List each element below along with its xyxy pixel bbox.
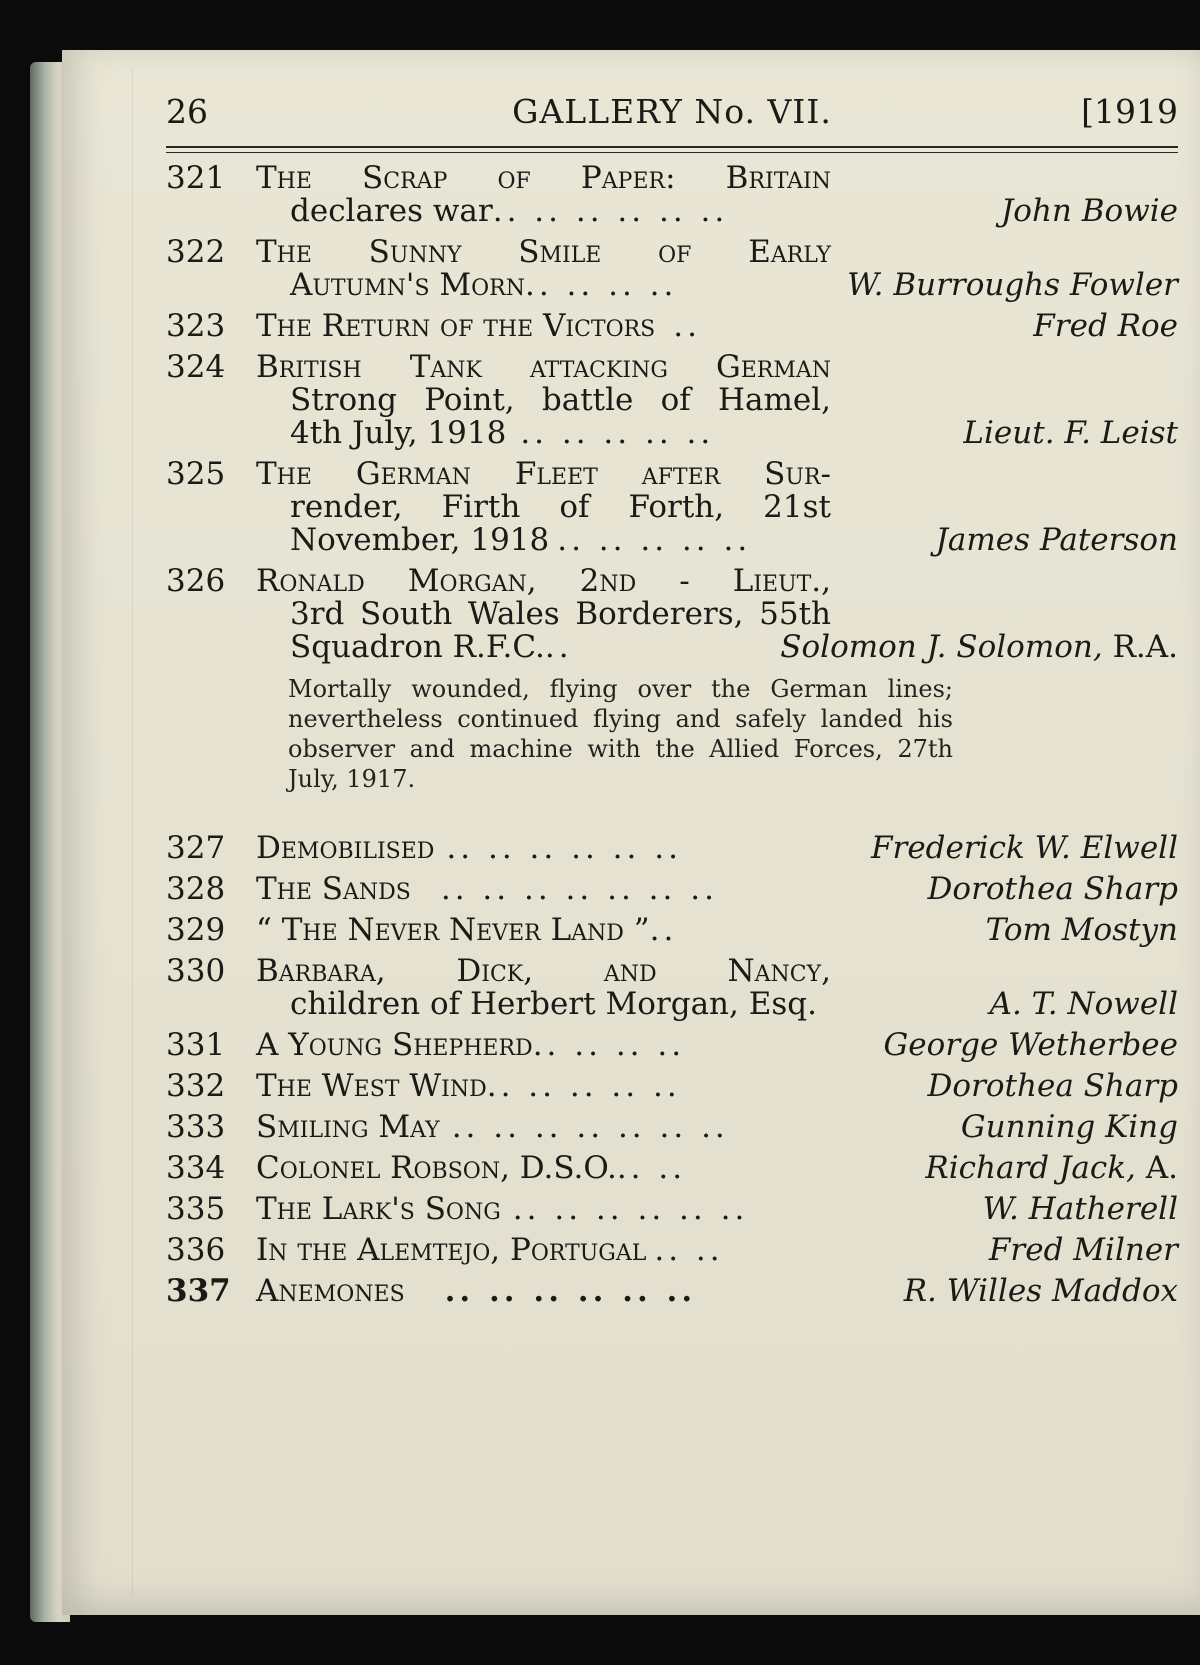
artist-name: George Wetherbee (883, 1027, 1178, 1063)
leader-dots: .. .. (654, 1234, 724, 1267)
leader-dots: .. (544, 631, 573, 664)
entry-number: 324 (166, 349, 226, 385)
entry-title-line: Strong Point, battle of Hamel, (290, 382, 831, 418)
entry-321 (166, 162, 1178, 228)
artist-name: Dorothea Sharp (927, 871, 1178, 907)
entry-title-line: 4th July, 1918 (290, 415, 507, 451)
entry-title-line: The Sands (256, 871, 411, 907)
entry-title-line: The Lark's Song (256, 1191, 501, 1227)
entry-title-line: 3rd South Wales Borderers, 55th (290, 596, 831, 632)
entry-title-line: “ The Never Never Land ” (256, 912, 650, 948)
entry-title-line: The Return of the Victors (256, 308, 656, 344)
leader-dots: .. .. .. .. (532, 1029, 686, 1062)
leader-dots: .. .. (616, 1152, 687, 1185)
entry-327 (166, 832, 1178, 865)
entry-title-line: Anemones (256, 1273, 405, 1309)
artist-name (925, 1152, 1178, 1185)
leader-dots: .. (649, 914, 678, 947)
entry-330 (166, 955, 1178, 1021)
entry-title-line: A Young Shepherd (256, 1027, 533, 1063)
artist-name: Tom Mostyn (985, 912, 1178, 948)
entry-331 (166, 1029, 1178, 1062)
entry-title-line: In the Alemtejo, Portugal (256, 1232, 647, 1268)
entry-title-line: Demobilised (256, 830, 435, 866)
entry-number: 332 (166, 1068, 226, 1104)
artist-name: W. Burroughs Fowler (847, 267, 1178, 303)
artist-name: Frederick W. Elwell (870, 830, 1178, 866)
artist-name: Lieut. F. Leist (963, 415, 1178, 451)
leader-dots: .. .. .. .. .. .. (446, 832, 682, 865)
artist-name: Fred Roe (1033, 308, 1178, 344)
entry-326 (166, 565, 1178, 664)
leader-dots: .. .. .. .. .. .. (512, 1193, 749, 1226)
entry-329 (166, 914, 1178, 947)
entry-322 (166, 236, 1178, 302)
entry-325 (166, 458, 1178, 557)
artist-name-text: Richard Jack, (925, 1150, 1136, 1186)
entry-title-line: The German Fleet after Sur- (256, 456, 831, 492)
year-marker: [1919 (1081, 92, 1178, 131)
artist-name: Gunning King (960, 1109, 1178, 1145)
gallery-title: GALLERY No. VII. (512, 92, 832, 131)
entry-title-line: declares war (290, 193, 493, 229)
artist-name: A. T. Nowell (989, 986, 1178, 1022)
leader-dots: .. .. .. .. (524, 269, 678, 302)
entry-title-line: render, Firth of Forth, 21st (290, 489, 831, 525)
entry-number: 321 (166, 160, 226, 196)
artist-name: W. Hatherell (982, 1191, 1178, 1227)
artist-name: James Paterson (935, 522, 1178, 558)
entry-337 (166, 1275, 1178, 1308)
entry-title-line: Autumn's Morn (290, 267, 525, 303)
entry-323 (166, 310, 1178, 343)
running-head (166, 92, 1178, 142)
artist-name-text: Solomon J. Solomon, (780, 629, 1103, 665)
entry-title-line: November, 1918 (290, 522, 550, 558)
leader-dots: .. .. .. .. .. .. .. (440, 873, 718, 906)
leader-dots: .. (673, 310, 701, 343)
entry-324 (166, 351, 1178, 450)
entry-326-note: Mortally wounded, flying over the German lines; nevertheless continued flying and safely landed his observer and machine with the Allied Forces, 27th July, 1917. (288, 675, 953, 793)
page-fold-line (132, 68, 133, 1598)
artist-name: R. Willes Maddox (903, 1273, 1178, 1309)
entry-number: 325 (166, 456, 226, 492)
leader-dots: .. .. .. .. .. (486, 1070, 681, 1103)
catalogue-entries (166, 162, 1178, 1316)
entry-number: 323 (166, 308, 226, 344)
leader-dots: .. .. .. .. .. (557, 524, 752, 557)
entry-title-line: Smiling May (256, 1109, 440, 1145)
entry-title-line: The Scrap of Paper: Britain (256, 160, 831, 196)
leader-dots: .. .. .. .. .. (520, 417, 715, 450)
entry-number: 331 (166, 1027, 226, 1063)
entry-title-line: British Tank attacking German (256, 349, 831, 385)
entry-number: 330 (166, 953, 226, 989)
leader-dots: .. .. .. .. .. .. (444, 1275, 697, 1308)
leader-dots: .. .. .. .. .. .. .. (451, 1111, 729, 1144)
artist-name: John Bowie (1000, 193, 1178, 229)
entry-number: 336 (166, 1232, 226, 1268)
entry-title-line: The Sunny Smile of Early (256, 234, 831, 270)
artist-name: Fred Milner (988, 1232, 1178, 1268)
entry-number: 322 (166, 234, 226, 270)
entry-336 (166, 1234, 1178, 1267)
page-number: 26 (166, 92, 208, 131)
entry-title-line: children of Herbert Morgan, Esq. (290, 986, 817, 1022)
entry-328 (166, 873, 1178, 906)
entry-title-line: Barbara, Dick, and Nancy, (256, 953, 831, 989)
entry-335 (166, 1193, 1178, 1226)
artist-name: Dorothea Sharp (927, 1068, 1178, 1104)
entry-334 (166, 1152, 1178, 1185)
header-rule-thick (166, 146, 1178, 148)
artist-suffix: R.A. (1112, 629, 1178, 665)
artist-name (780, 631, 1178, 664)
leader-dots: .. .. .. .. .. .. (492, 195, 729, 228)
entry-number: 335 (166, 1191, 226, 1227)
entry-333 (166, 1111, 1178, 1144)
entry-title-line: Colonel Robson, D.S.O. (256, 1150, 617, 1186)
entry-number: 327 (166, 830, 226, 866)
entry-number: 333 (166, 1109, 226, 1145)
entry-title-line: Squadron R.F.C. (290, 629, 545, 665)
entry-title-line: Ronald Morgan, 2nd - Lieut., (256, 563, 831, 599)
artist-suffix: A. (1145, 1150, 1178, 1186)
entry-number: 328 (166, 871, 226, 907)
entry-332 (166, 1070, 1178, 1103)
entry-number: 337 (166, 1273, 231, 1309)
entry-number: 334 (166, 1150, 226, 1186)
entry-title-line: The West Wind (256, 1068, 487, 1104)
header-rule-thin (166, 152, 1178, 153)
entry-number: 326 (166, 563, 226, 599)
entry-number: 329 (166, 912, 226, 948)
